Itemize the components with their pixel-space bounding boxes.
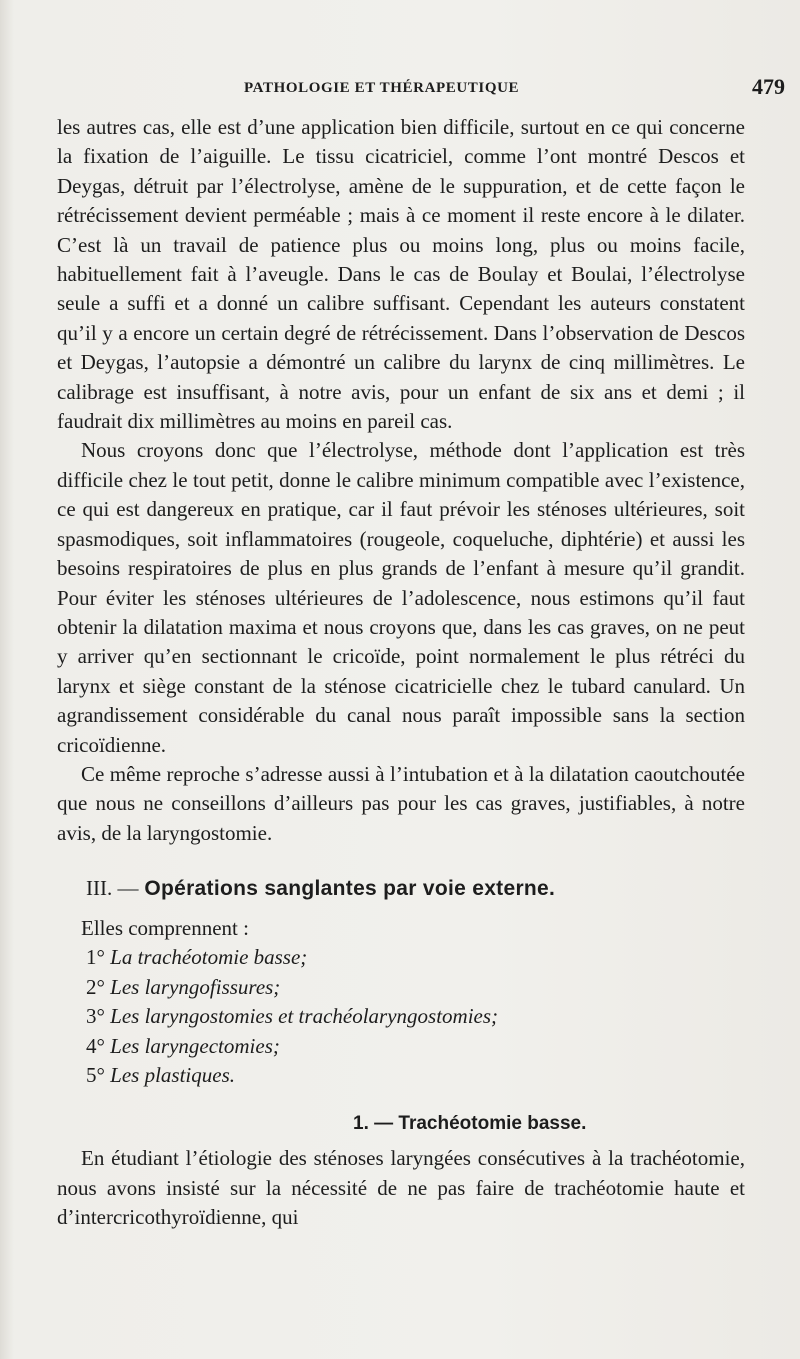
subsection-heading: 1. — Trachéotomie basse. — [353, 1112, 587, 1134]
list-item: 5° Les plastiques. — [86, 1063, 235, 1088]
list-item: 1° La trachéotomie basse; — [86, 944, 308, 969]
section-title: Opérations sanglantes par voie externe. — [144, 877, 556, 901]
section-intro: Elles comprennent : — [81, 915, 249, 940]
page-body — [57, 113, 745, 1233]
list-item: 3° Les laryngostomies et trachéolaryngostomies; — [86, 1004, 499, 1029]
running-title: PATHOLOGIE ET THÉRAPEUTIQUE — [244, 80, 520, 96]
page-number: 479 — [752, 74, 785, 99]
list-item: 2° Les laryngofissures; — [86, 974, 281, 999]
paragraph: Ce même reproche s’adresse aussi à l’intubation et à la dilatation caoutchoutée que nous ne conseillons d’ailleurs pas pour les cas graves, justifiables, à notre avis, de la laryngostomie. — [57, 761, 745, 845]
paragraph: En étudiant l’étiologie des sténoses laryngées consécutives à la trachéotomie, nous avons insisté sur la nécessité de ne pas faire de trachéotomie haute et d’intercricothyroïdienne, qui — [57, 1146, 745, 1230]
paragraph: Nous croyons donc que l’électrolyse, méthode dont l’application est très difficile chez le tout petit, donne le calibre minimum compatible avec l’existence, ce qui est dangereux en pratique, car il faut prévoir les sténoses ultérieures, soit spasmodiques, soit inflammatoires (rougeole, coqueluche, diphtérie) et aussi les besoins respiratoires de plus en plus grands de l’enfant à mesure qu’il grandit. Pour éviter les sténoses ultérieures de l’adolescence, nous estimons qu’il faut obtenir la dilatation maxima et nous croyons que, dans les cas graves, on ne peut y arriver qu’en sectionnant le cricoïde, point normalement le plus rétréci du larynx et siège constant de la sténose cicatricielle chez le tubard canulard. Un agrandissement considérable du canal nous paraît impossible sans la section cricoïdienne. — [57, 438, 745, 757]
section-number: III. — — [86, 876, 139, 901]
operations-list — [86, 943, 745, 1091]
list-item: 4° Les laryngectomies; — [86, 1033, 280, 1058]
page-header — [0, 74, 800, 108]
paragraph: les autres cas, elle est d’une application bien difficile, surtout en ce qui concerne la fixation de l’aiguille. Le tissu cicatriciel, comme l’ont montré Descos et Deygas, détruit par l’électrolyse, amène de le suppuration, et de cette façon le rétrécissement devient perméable ; mais à ce moment il reste encore à le dilater. C’est là un travail de patience plus ou moins long, plus ou moins facile, habituellement fait à l’aveugle. Dans le cas de Boulay et Boulai, l’électrolyse seule a suffi et a donné un calibre suffisant. Cependant les auteurs constatent qu’il y a encore un certain degré de rétrécissement. Dans l’observation de Descos et Deygas, l’autopsie a démontré un calibre du larynx de cinq millimètres. Le calibrage est insuffisant, à notre avis, pour un enfant de six ans et demi ; il faudrait dix millimètres au moins en pareil cas. — [57, 115, 745, 434]
section-heading — [86, 874, 745, 903]
